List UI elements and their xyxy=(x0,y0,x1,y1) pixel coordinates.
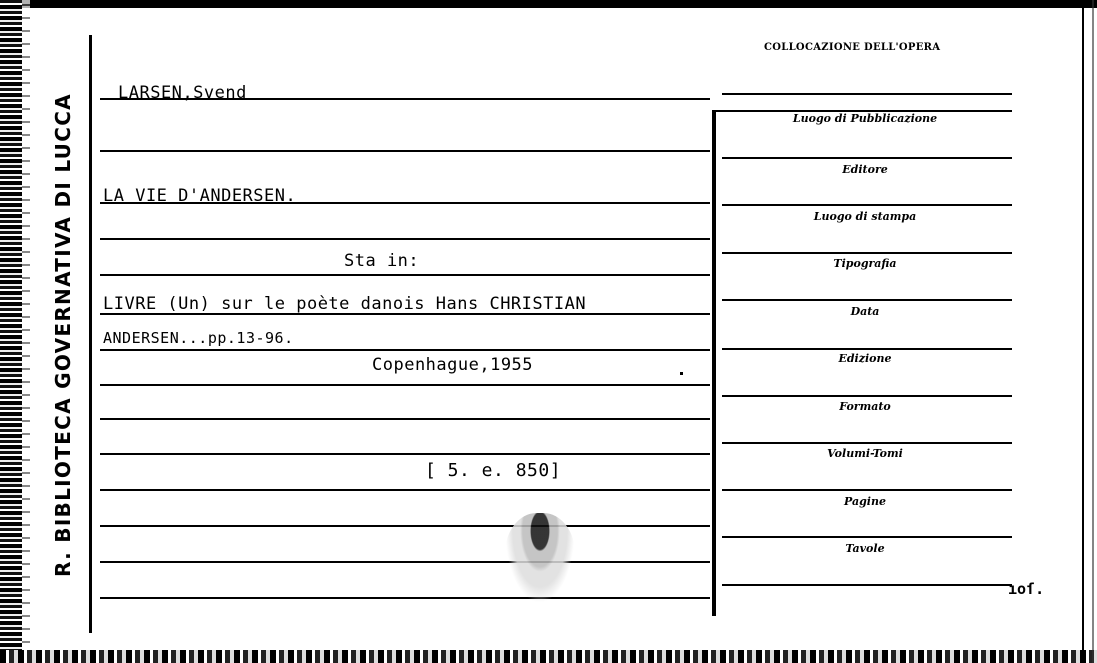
ruled-line xyxy=(100,561,710,563)
ruled-line xyxy=(100,418,710,420)
panel-line xyxy=(722,536,1012,538)
author-name: LARSEN,Svend xyxy=(118,83,247,103)
ink-dot xyxy=(680,372,683,375)
left-rule xyxy=(89,35,92,633)
ruled-line xyxy=(100,453,710,455)
scan-edge-right-outer xyxy=(1092,0,1094,663)
field-editore: Editore xyxy=(842,163,888,176)
field-formato: Formato xyxy=(839,400,891,413)
field-tipografia: Tipografia xyxy=(833,257,897,270)
panel-line xyxy=(722,489,1012,491)
place-year: Copenhague,1955 xyxy=(372,355,534,375)
scan-edge-bottom xyxy=(0,650,1097,663)
panel-line xyxy=(722,584,1012,586)
field-luogo-stampa: Luogo di stampa xyxy=(813,210,917,223)
panel-divider xyxy=(712,110,716,616)
library-stamp xyxy=(505,513,575,603)
ruled-line xyxy=(100,384,710,386)
field-tavole: Tavole xyxy=(845,542,885,555)
field-volumi-tomi: Volumi-Tomi xyxy=(827,447,903,460)
ruled-line xyxy=(100,597,710,599)
work-title: LA VIE D'ANDERSEN. xyxy=(103,186,297,206)
ruled-line xyxy=(100,525,710,527)
library-name: R. BIBLIOTECA GOVERNATIVA DI LUCCA xyxy=(51,93,75,577)
ruled-line xyxy=(100,150,710,152)
panel-header: COLLOCAZIONE DELL'OPERA xyxy=(764,42,941,53)
source-line-1: LIVRE (Un) sur le poète danois Hans CHRISTIAN xyxy=(103,294,587,314)
panel-line xyxy=(722,299,1012,301)
panel-line xyxy=(722,93,1012,95)
ruled-line xyxy=(100,489,710,491)
field-luogo-pubblicazione: Luogo di Pubblicazione xyxy=(792,112,938,125)
scan-edge-right xyxy=(1082,0,1084,663)
panel-line xyxy=(722,157,1012,159)
ruled-line xyxy=(100,238,710,240)
panel-line xyxy=(722,395,1012,397)
scan-edge-top xyxy=(0,0,1097,8)
ruled-line xyxy=(100,274,710,276)
source-line-2: ANDERSEN...pp.13-96. xyxy=(103,329,294,347)
corner-handwritten-mark: ıoſ. xyxy=(1008,580,1045,598)
panel-line xyxy=(722,204,1012,206)
ruled-line xyxy=(100,349,710,351)
in-label: Sta in: xyxy=(344,251,420,271)
field-data: Data xyxy=(850,305,880,318)
field-pagine: Pagine xyxy=(844,495,886,508)
shelfmark: [ 5. e. 850] xyxy=(425,460,562,481)
scan-edge-left xyxy=(0,0,22,663)
panel-line xyxy=(722,442,1012,444)
panel-line xyxy=(722,348,1012,350)
panel-line xyxy=(722,252,1012,254)
scan-edge-left-inner xyxy=(22,0,30,663)
field-edizione: Edizione xyxy=(838,352,892,365)
